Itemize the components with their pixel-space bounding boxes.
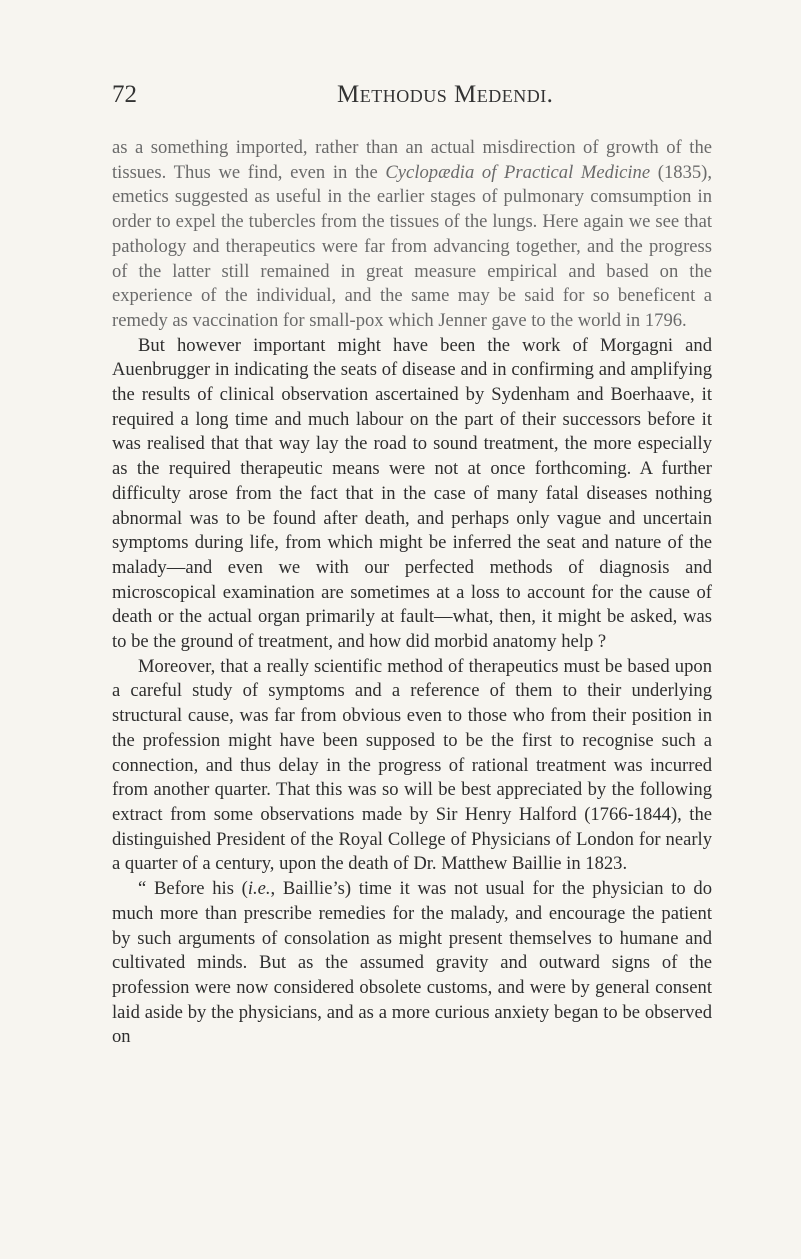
body-text [112,136,712,1050]
paragraph-2 [112,334,712,655]
ie-abbreviation: i.e. [247,878,271,900]
paragraph-4 [112,877,712,1050]
paragraph-4-text-b: , Baillie’s) time it was not usual for the physician to do much more than prescribe remedies for the malady, and encourage the patient by such arguments of consolation as might present themselves to humane and cultivated minds. But as the assumed gravity and outward signs of the profession were now considered obsolete customs, and were by general consent laid aside by the physicians, and as a more curious anxiety began to be observed on [112,878,712,1048]
page-number: 72 [112,81,137,108]
paragraph-1-text-b: (1835), emetics suggested as useful in the earlier stages of pulmonary comsumption in order to expel the tubercles from the tissues of the lungs. Here again we see that pathology and therapeutics were far from advancing together, and the progress of the latter still remained in great measure empirical and based on the experience of the individual, and the same may be said for so beneficent a remedy as vaccination for small-pox which Jenner gave to the world in 1796. [112,161,713,331]
paragraph-2-text: But however important might have been the work of Morgagni and Auenbrugger in indicating the seats of disease and in confirming and amplifying the results of clinical observation ascertained by Sydenham and Boerhaave, it required a long time and much labour on the part of their successors before it was realised that that way lay the road to sound treatment, the more especially as the required therapeutic means were not at once forthcoming. A further difficulty arose from the fact that in the case of many fatal diseases nothing abnormal was to be found after death, and perhaps only vague and uncertain symptoms during life, from which might be inferred the seat and nature of the malady—and even we with our perfected methods of diagnosis and microscopical examination are sometimes at a loss to account for the cause of death or the actual organ primarily at fault—what, then, it might be asked, was to be the ground of treatment, and how did morbid anatomy help ? [112,334,712,653]
paragraph-1-text-a: as a something imported, rather than an actual misdirection of growth of the tissues. Thus we find, even in the [112,137,712,183]
cyclopaedia-title: Cyclopædia of Practical Medicine [385,161,651,183]
paragraph-1 [112,136,712,334]
paragraph-4-text-a: “ Before his ( [138,878,248,900]
paragraph-3 [112,655,712,877]
running-head [112,78,712,112]
paragraph-3-text: Moreover, that a really scientific method of therapeutics must be based upon a careful study of symptoms and a reference of them to their underlying structural cause, was far from obvious even to those who from their position in the profession might have been supposed to be the first to recognise such a connection, and thus delay in the progress of rational treatment was incurred from another quarter. That this was so will be best appreciated by the following extract from some observations made by Sir Henry Halford (1766-1844), the distinguished President of the Royal College of Physicians of London for nearly a quarter of a century, upon the death of Dr. Matthew Baillie in 1823. [112,655,712,875]
running-title: Methodus Medendi. [337,81,554,108]
